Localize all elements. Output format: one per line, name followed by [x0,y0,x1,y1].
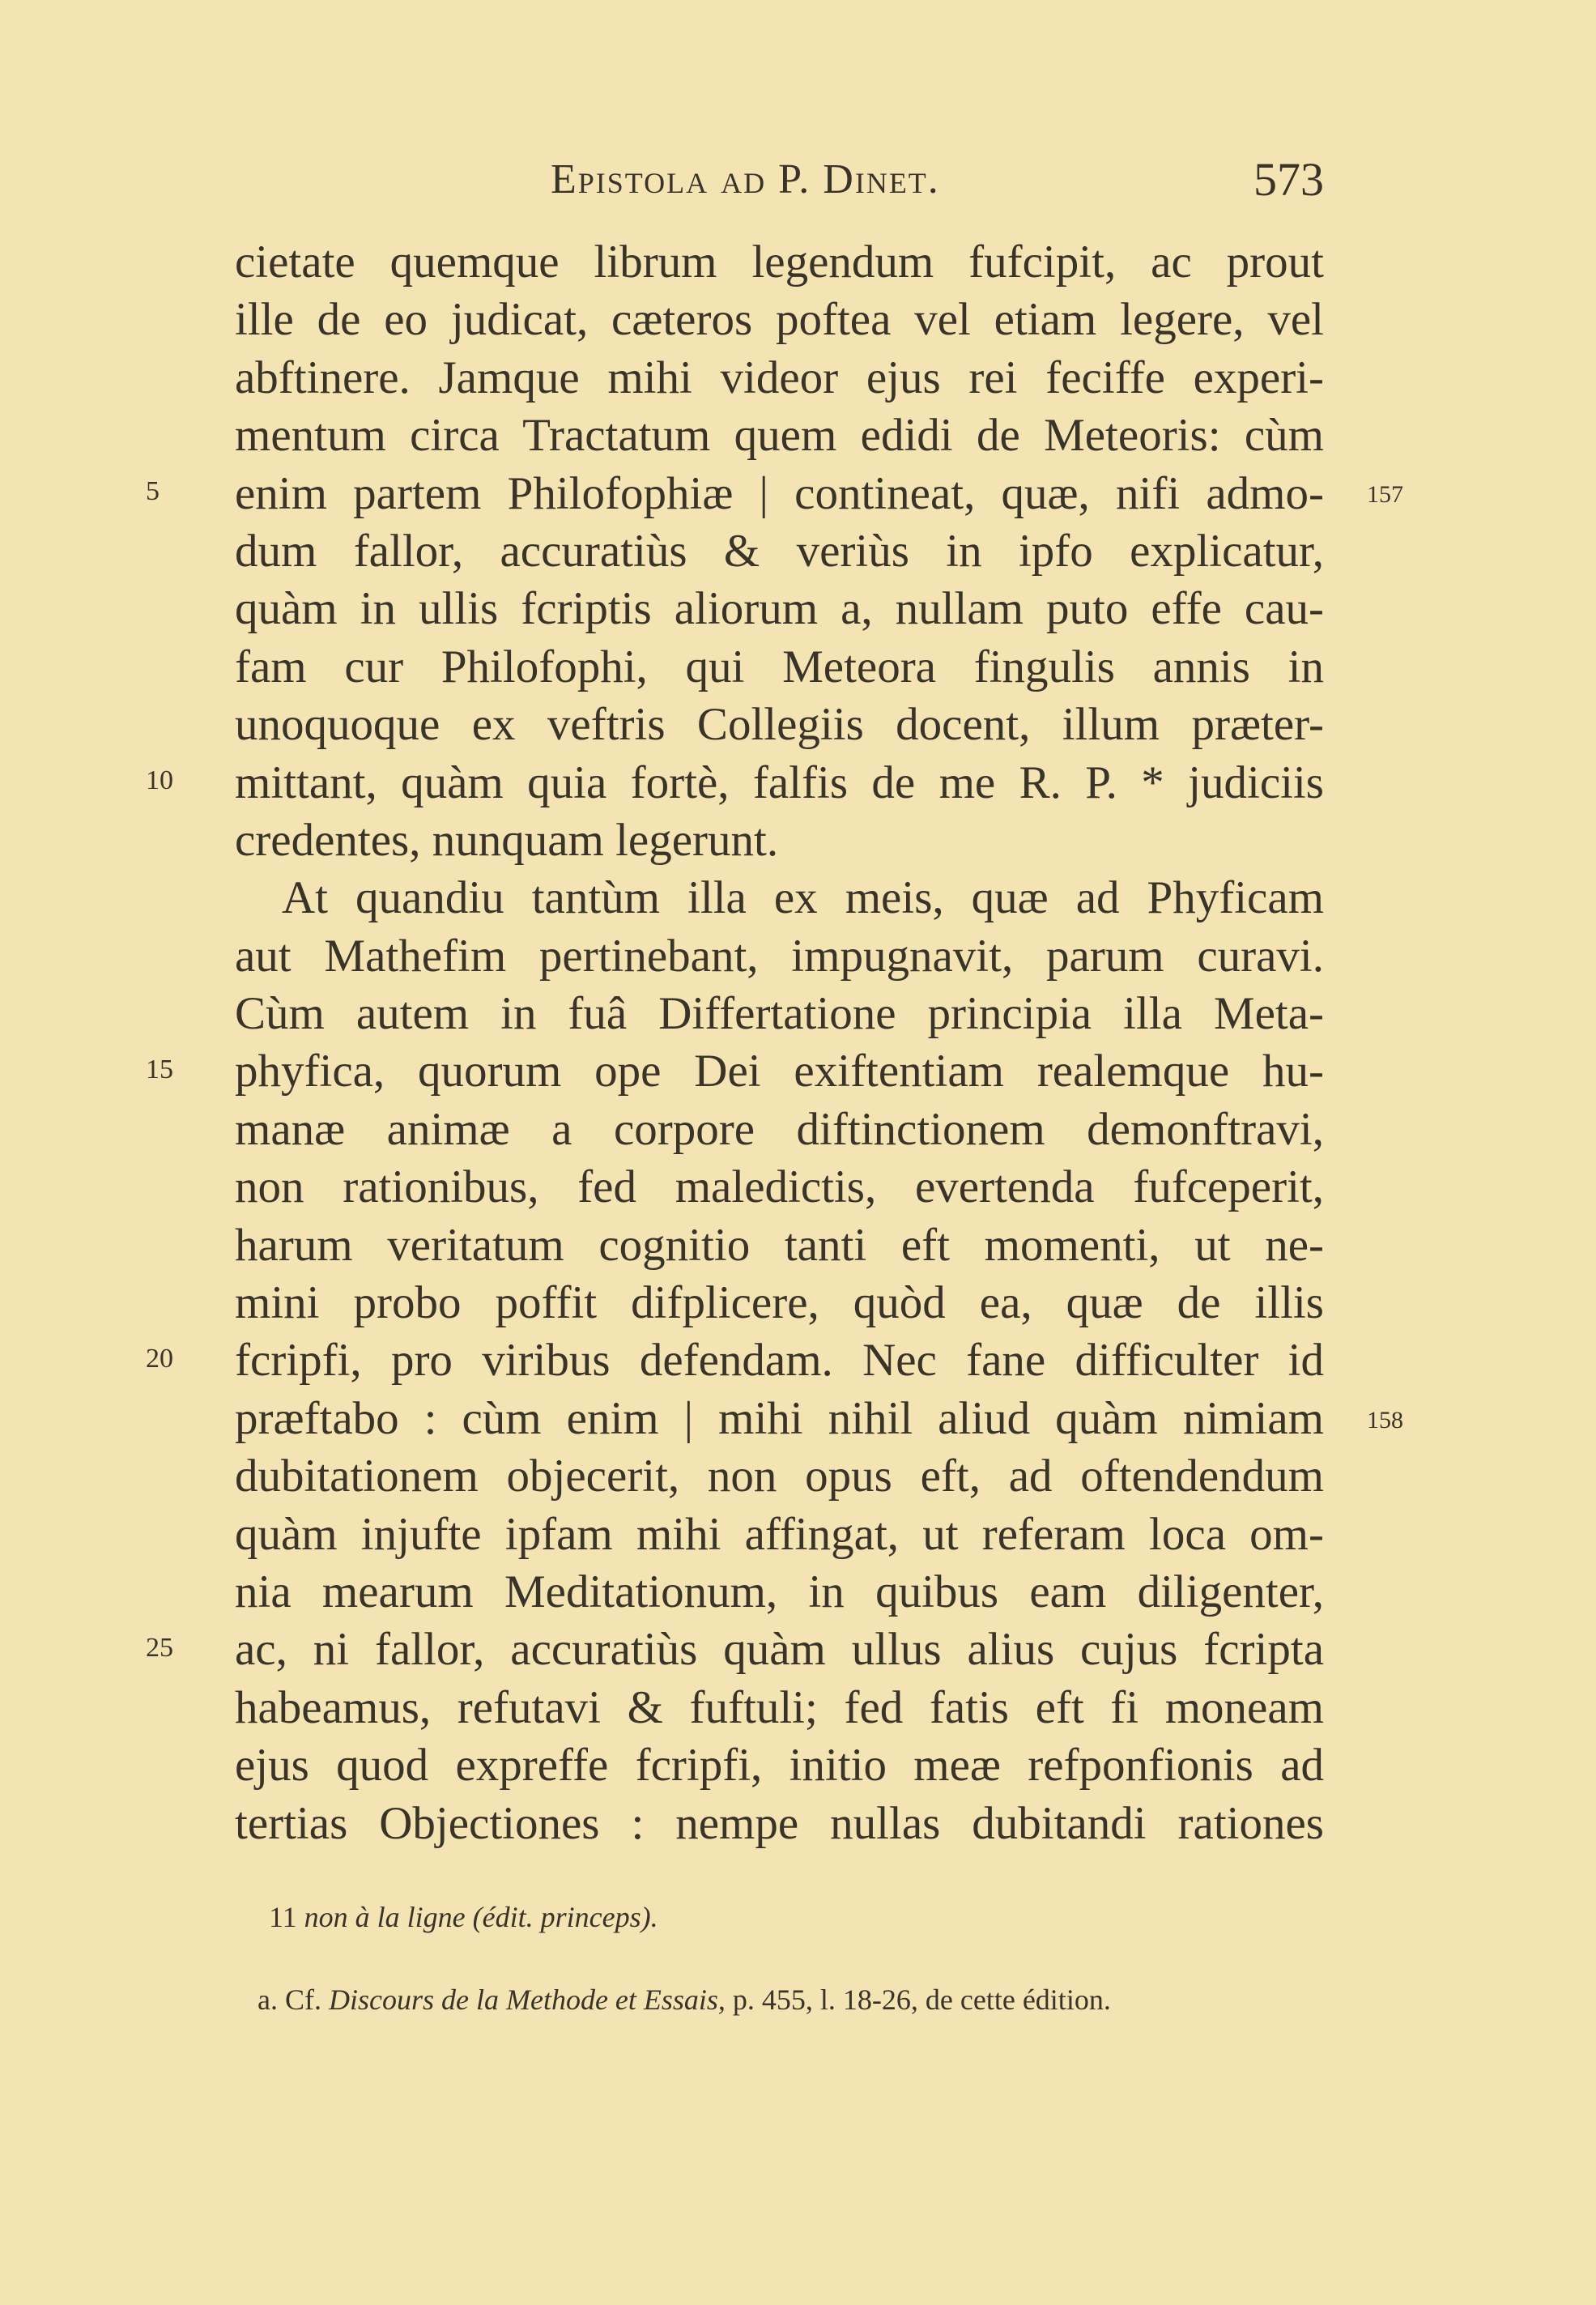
variant-note [269,1900,658,1934]
variant-text: non à la ligne (édit. princeps). [304,1901,658,1933]
footnote-label: a. Cf. [257,1983,321,2016]
text-line: fcripfi, pro viribus defendam. Nec fane difficulter id [235,1335,1324,1387]
text-line: cietate quemque librum legendum fufcipit, ac prout [235,236,1324,288]
text-line: tertias Objectiones : nempe nullas dubitandi rationes [235,1797,1324,1849]
text-line: dubitationem objecerit, non opus eft, ad oftendendum [235,1451,1324,1502]
line-number: 5 [146,476,160,506]
text-line: aut Mathefim pertinebant, impugnavit, parum curavi. [235,930,1324,982]
footnote-reference: p. 455, l. 18-26, de cette édition. [732,1983,1111,2016]
text-line: mentum circa Tractatum quem edidi de Meteoris: cùm [235,410,1324,462]
text-line: præftabo : cùm enim | mihi nihil aliud quàm nimiam [235,1392,1324,1444]
text-line: ejus quod expreffe fcripfi, initio meæ refponfionis ad [235,1740,1324,1792]
running-title: Epistola ad P. Dinet. [551,156,940,202]
text-line: quàm injufte ipfam mihi affingat, ut referam loca om- [235,1508,1324,1560]
text-line: habeamus, refutavi & fuftuli; fed fatis eft fi moneam [235,1681,1324,1733]
text-line: credentes, nunquam legerunt. [235,814,779,866]
text-line: manæ animæ a corpore diftinctionem demonftravi, [235,1103,1324,1155]
text-line: mini probo poffit difplicere, quòd ea, quæ de illis [235,1277,1324,1329]
margin-reference: 158 [1367,1407,1403,1434]
text-line: ac, ni fallor, accuratiùs quàm ullus alius cujus fcripta [235,1624,1324,1676]
text-line: phyfica, quorum ope Dei exiftentiam realemque hu- [235,1046,1324,1097]
text-line: abftinere. Jamque mihi videor ejus rei feciffe experi- [235,352,1324,403]
margin-reference: 157 [1367,481,1403,508]
page-number: 573 [1253,153,1324,206]
text-line: harum veritatum cognitio tanti eft momenti, ut ne- [235,1219,1324,1271]
variant-line-number: 11 [269,1901,297,1933]
line-number: 15 [146,1055,173,1084]
text-line: unoquoque ex veftris Collegiis docent, illum præter- [235,699,1324,751]
text-line: nia mearum Meditationum, in quibus eam diligenter, [235,1566,1324,1617]
text-line: ille de eo judicat, cæteros poftea vel etiam legere, vel [235,294,1324,346]
text-line: enim partem Philofophiæ | contineat, quæ, nifi admo- [235,467,1324,519]
text-line: Cùm autem in fuâ Differtatione principia illa Meta- [235,988,1324,1040]
footnote-a [257,1983,1111,2017]
line-number: 25 [146,1633,173,1663]
text-line: mittant, quàm quia fortè, falfis de me R. P. * judiciis [235,756,1324,808]
line-number: 10 [146,765,173,795]
footnote-title: Discours de la Methode et Essais, [328,1983,726,2016]
text-line: quàm in ullis fcriptis aliorum a, nullam puto effe cau- [235,583,1324,635]
text-line: non rationibus, fed maledictis, evertenda fufceperit, [235,1161,1324,1213]
text-line: dum fallor, accuratiùs & veriùs in ipfo explicatur, [235,525,1324,577]
line-number: 20 [146,1344,173,1374]
text-line: fam cur Philofophi, qui Meteora fingulis annis in [235,641,1324,692]
text-line: At quandiu tantùm illa ex meis, quæ ad Phyficam [282,872,1324,924]
body-text [235,233,1324,1852]
